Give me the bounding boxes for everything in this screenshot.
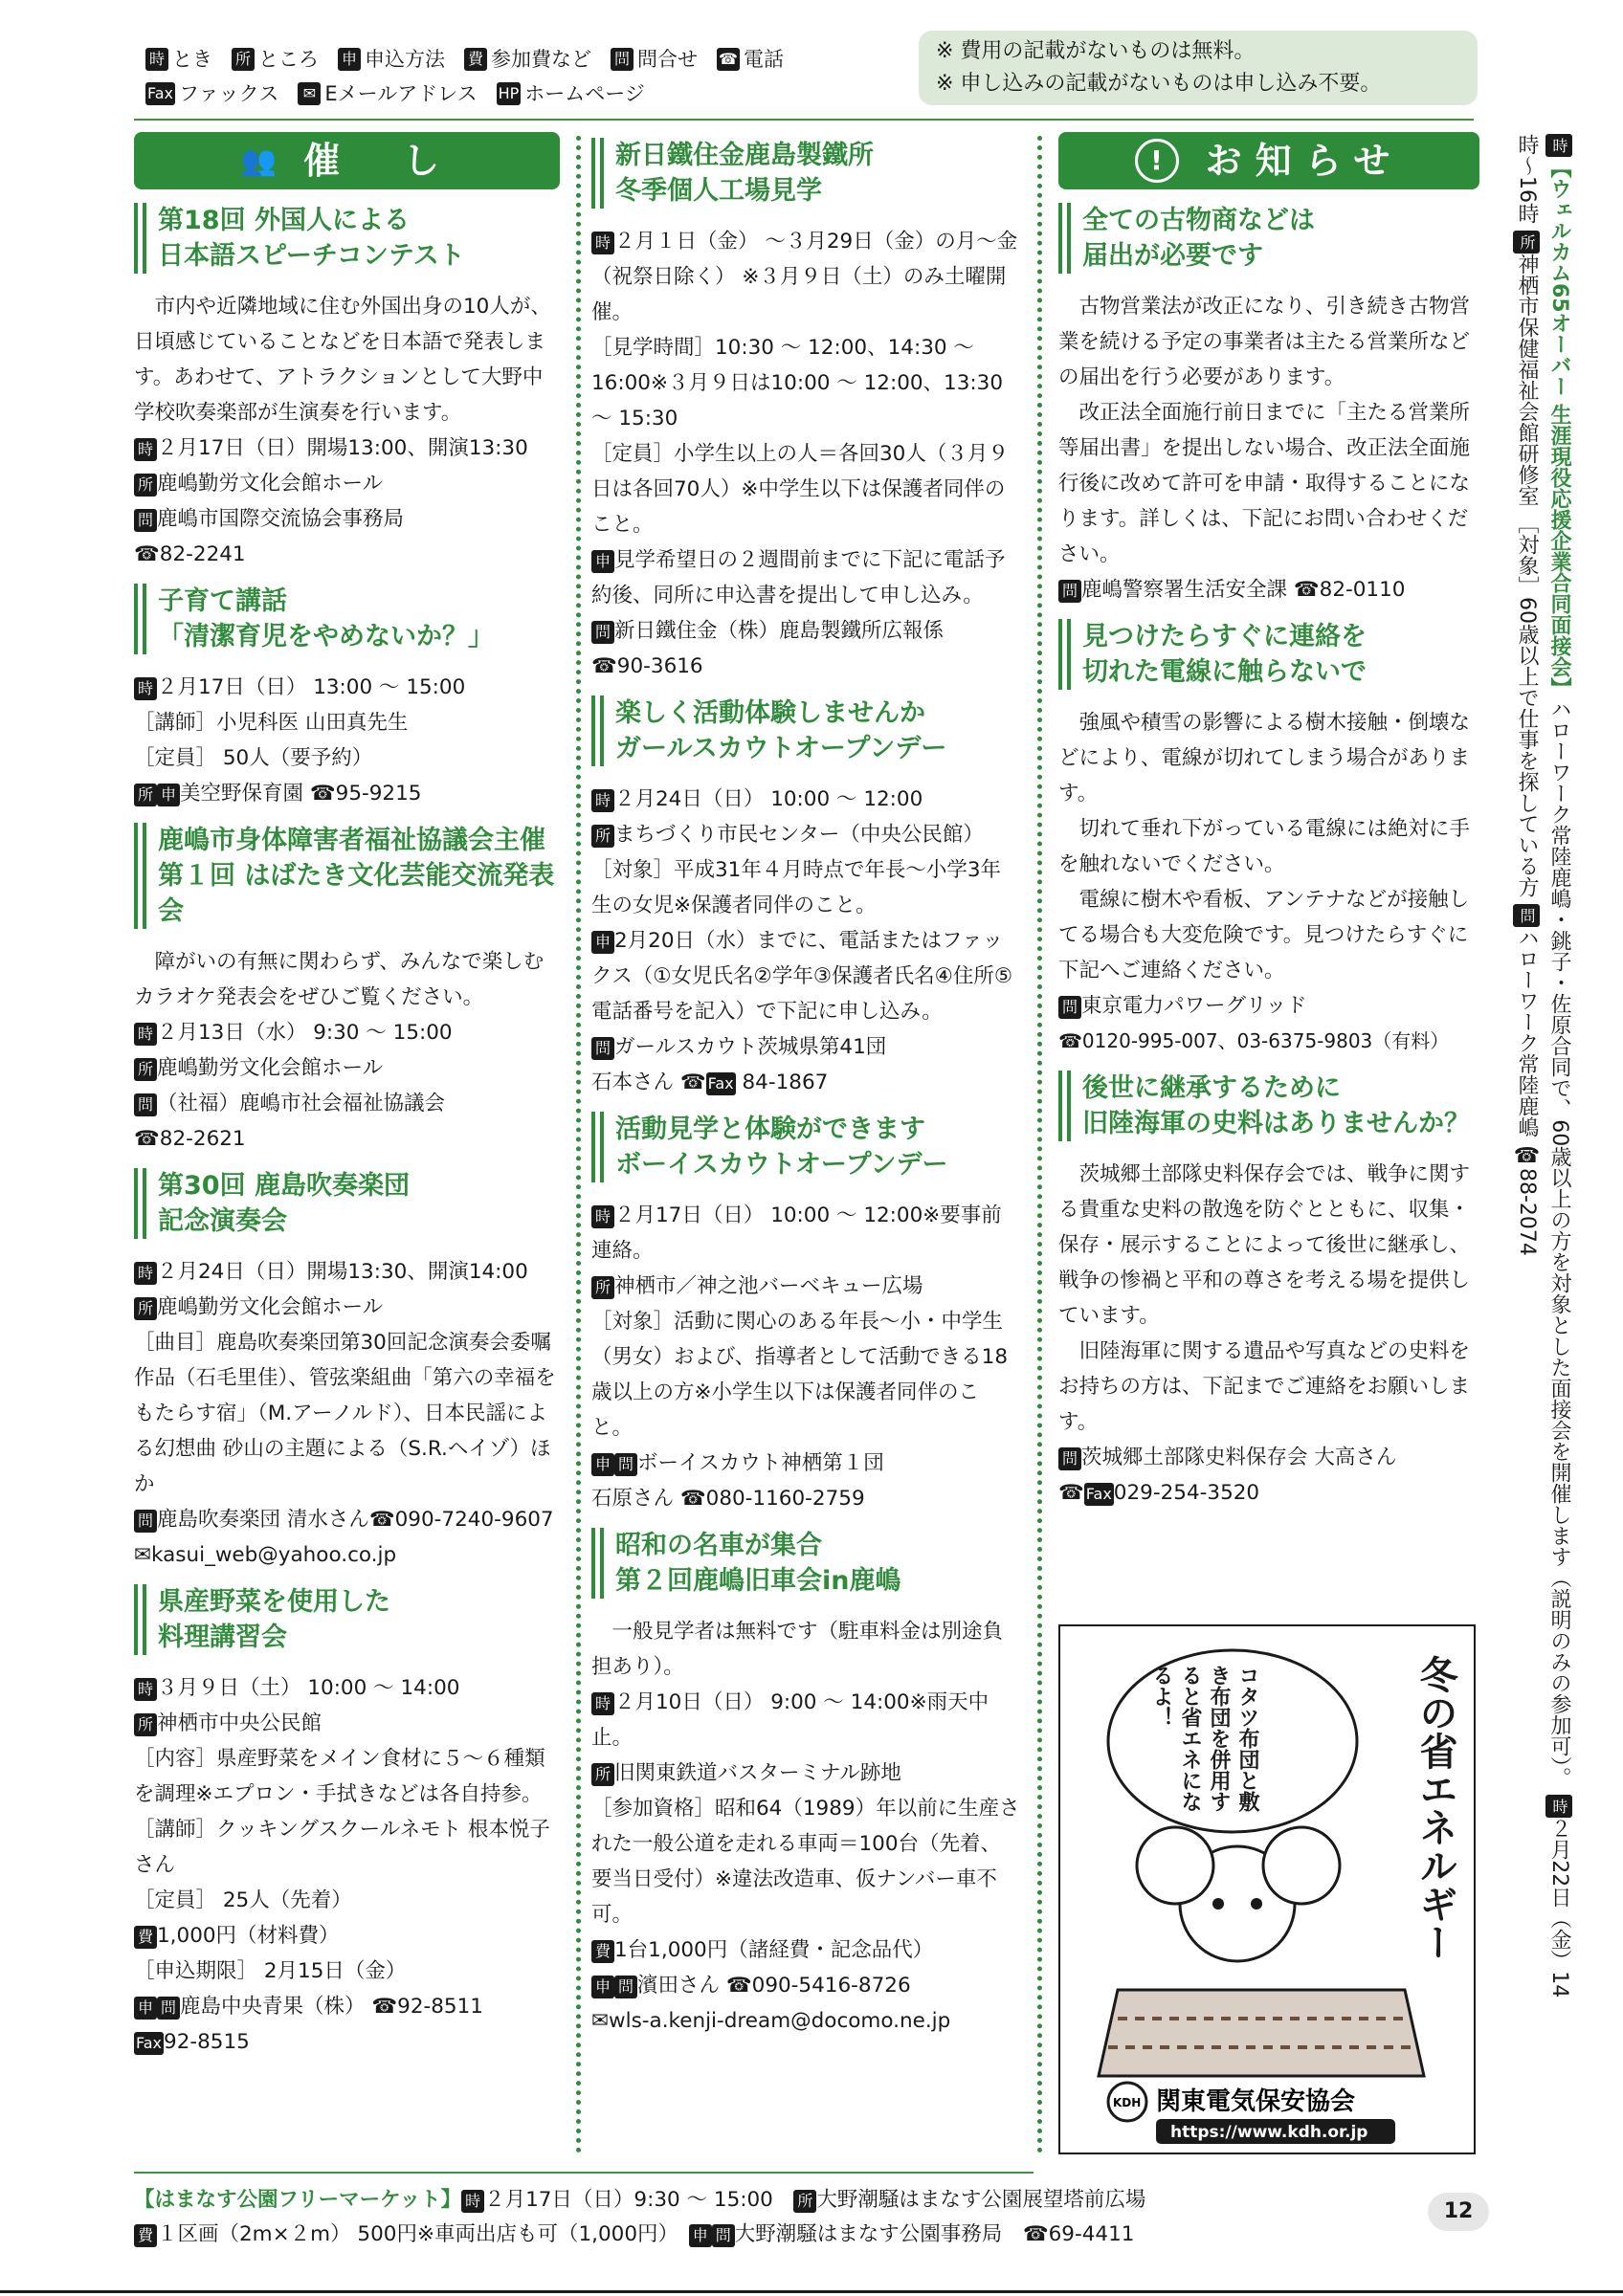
exclamation-icon: !	[1135, 139, 1179, 183]
page-bottom-rule	[0, 2290, 1623, 2293]
flea-market-notice: 【はまなす公園フリーマーケット】 時 ２月17日（日）9:30 ～ 15:00 所 大野潮騒はまなす公園展望塔前広場 費 １区画（2m×２m） 500円※車両出店も可（1,000円） 申 問 大野潮騒はまなす公園事務局 ☎69-4411	[134, 2188, 1146, 2246]
fax-icon: Fax	[145, 82, 175, 105]
section-title: 第18回 外国人による 日本語スピーチコンテスト	[134, 203, 560, 274]
phone-icon: ☎	[134, 542, 160, 566]
section-title: 楽しく活動体験しませんか ガールスカウトオープンデー	[591, 695, 1020, 766]
events-column-2: 新日鐵住金鹿島製鐵所 冬季個人工場見学 時 ２月１日（金） ～３月29日（金）の月～金（祝祭日除く） ※３月９日（土）のみ土曜開催。 ［見学時間］10:30 ～ 12:00、14:30 ～ 16:00※３月９日は10:00 ～ 12:00、13:30 ～ 15:30 ［定員］小学生以上の人＝各回30人（３月９日は各回70人）※中学生以下は保護者同伴のこと。 申 見学希望日の２週間前までに下記に電話予約後、同所に申込書を提出して申し込み。 問 新日鐵住金（株）鹿島製鐵所広報係 ☎90-3616 楽しく活動体験しませんか ガールスカウトオープンデー 時 ２月24日（日） 10:00 ～ 12:00 所 まちづくり市民センター（中央公民館） ［対象］平成31年４月時点で年長～小学3年生の女児※保護者同伴のこと。 申 2月20日（水）までに、電話またはファックス（①女児氏名②学年③保護者氏名④住所⑤電話番号を記入）で下記に申し込み。 問 ガールスカウト茨城県第41団 石本さん ☎ Fax 84-1867 活動見学と体験ができます ボーイスカウトオープンデー 時 ２月17日（日） 10:00 ～ 12:00※要事前連絡。 所 神栖市／神之池バーベキュー広場 ［対象］活動に関心のある年長～小・中学生（男女）および、指導者として活動できる18歳以上の方※小学生以下は保護者同伴のこと。 申 問 ボーイスカウト神栖第１団 石原さん ☎080-1160-2759 昭和の名車が集合 第２回鹿嶋旧車会in鹿嶋 一般見学者は無料です（駐車料金は別途負担あり）。 時 ２月10日（日） 9:00 ～ 14:00※雨天中止。 所 旧関東鉄道バスターミナル跡地 ［参加資格］昭和64（1989）年以前に生産された一般公道を走れる車両＝100台（先着、要当日受付）※違法改造車、仮ナンバー車不可。 費 1台1,000円（諸経費・記念品代） 申 問 濱田さん ☎090-5416-8726 ✉wls-a.kenji-dream@docomo.ne.jp	[591, 132, 1020, 2039]
phone-icon: ☎	[368, 1508, 395, 1532]
phone-icon: ☎	[1022, 2222, 1049, 2246]
fee-icon: 費	[464, 48, 487, 71]
section-title: 活動見学と体験ができます ボーイスカウトオープンデー	[591, 1112, 1020, 1182]
email-icon: ✉	[298, 82, 321, 105]
org-name: 関東電気保安協会	[1156, 2087, 1356, 2116]
column-divider	[1037, 136, 1042, 2154]
phone-icon: ☎	[1515, 1144, 1539, 1168]
top-divider	[134, 119, 1474, 121]
time-icon: 時	[145, 48, 168, 71]
phone-icon: ☎	[309, 782, 336, 806]
phone-icon: ☎	[679, 1071, 706, 1094]
energy-saving-illustration	[1058, 1624, 1476, 2154]
phone-icon: ☎	[717, 48, 740, 71]
section-title: 見つけたらすぐに連絡を 切れた電線に触らないで	[1058, 619, 1479, 690]
section-title: 子育て講話 「清潔育児をやめないか？」	[134, 584, 560, 654]
section-title: 鹿嶋市身体障害者福祉協議会主催 第１回 はばたき文化芸能交流発表会	[134, 823, 560, 929]
email-icon: ✉	[134, 1543, 152, 1567]
homepage-icon: HP	[497, 82, 522, 105]
bottom-divider	[134, 2172, 1034, 2174]
notices-band: ! お知らせ	[1058, 132, 1479, 189]
illustration-title: 冬の省エネルギー	[1413, 1655, 1457, 1961]
side-vertical-notice: 時【ウェルカム65オーバー 生涯現役応援企業合同面接会】ハローワーク常陸鹿嶋・銚子・佐原合同で、60歳以上の方を対象とした面接会を開催します（説明のみの参加可）。 時２月22日（金）14時～16時 所神栖市保健福祉会館研修室 ［対象］60歳以上で仕事を探している方 問ハローワーク常陸鹿嶋 ☎88-2074	[1515, 134, 1571, 1998]
page-number: 12	[1428, 2193, 1489, 2231]
section-title: 後世に継承するために 旧陸海軍の史料はありませんか？	[1058, 1071, 1479, 1141]
speech-bubble: コタツ布団と敷き布団を併用すると省エネになるよ！	[1149, 1665, 1259, 1812]
section-title: 新日鐵住金鹿島製鐵所 冬季個人工場見学	[591, 138, 1020, 209]
phone-icon: ☎	[1058, 1029, 1082, 1052]
phone-icon: ☎	[371, 1995, 398, 2019]
fee-notice-box: ※ 費用の記載がないものは無料。 ※ 申し込みの記載がないものは申し込み不要。	[919, 31, 1478, 105]
phone-icon: ☎	[1058, 1481, 1084, 1505]
section-title: 昭和の名車が集合 第２回鹿嶋旧車会in鹿嶋	[591, 1528, 1020, 1599]
section-title: 全ての古物商などは 届出が必要です	[1058, 203, 1479, 274]
phone-icon: ☎	[725, 1974, 752, 1998]
inquiry-icon: 問	[611, 48, 634, 71]
section-title: 第30回 鹿島吹奏楽団 記念演奏会	[134, 1168, 560, 1239]
org-url: https://www.kdh.or.jp	[1170, 2123, 1368, 2142]
place-icon: 所	[232, 48, 255, 71]
svg-text:KDH: KDH	[1113, 2096, 1142, 2109]
events-column: 👥 催 し 第18回 外国人による 日本語スピーチコンテスト 市内や近隣地域に住む外国出身の10人が、日頃感じていることなどを日本語で発表します。あわせて、アトラクションとして大野中学校吹奏楽部が生演奏を行います。 時 ２月17日（日）開場13:00、開演13:30 所 鹿嶋勤労文化会館ホール 問 鹿嶋市国際交流協会事務局 ☎82-2241 子育て講話 「清潔育児をやめないか？」 時 ２月17日（日） 13:00 ～ 15:00 ［講師］小児科医 山田真先生 ［定員］ 50人（要予約） 所 申 美空野保育園 ☎95-9215 鹿嶋市身体障害者福祉協議会主催 第１回 はばたき文化芸能交流発表会 障がいの有無に関わらず、みんなで楽しむカラオケ発表会をぜひご覧ください。 時 ２月13日（水） 9:30 ～ 15:00 所 鹿嶋勤労文化会館ホール 問 （社福）鹿嶋市社会福祉協議会 ☎82-2621 第30回 鹿島吹奏楽団 記念演奏会 時 ２月24日（日）開場13:30、開演14:00 所 鹿嶋勤労文化会館ホール ［曲目］鹿島吹奏楽団第30回記念演奏会委嘱作品（石毛里佳）、管弦楽組曲「第六の幸福をもたらす宿」（M.アーノルド）、日本民謡による幻想曲 砂山の主題による（S.R.ヘイゾ）ほか 問 鹿島吹奏楽団 清水さん☎090-7240-9607 ✉kasui_web@yahoo.co.jp 県産野菜を使用した 料理講習会 時 ３月９日（土） 10:00 ～ 14:00 所 神栖市中央公民館 ［内容］県産野菜をメイン食材に５～６種類を調理※エプロン・手拭きなどは各自持参。 ［講師］クッキングスクールネモト 根本悦子さん ［定員］ 25人（先着） 費 1,000円（材料費） ［申込期限］ 2月15日（金） 申 問 鹿島中央青果（株） ☎92-8511 Fax92-8515	[134, 132, 560, 2060]
email-icon: ✉	[591, 2009, 610, 2033]
phone-icon: ☎	[1293, 578, 1320, 602]
phone-icon: ☎	[679, 1487, 706, 1511]
phone-icon: ☎	[591, 654, 617, 678]
people-icon: 👥	[240, 144, 278, 178]
events-band: 👥 催 し	[134, 132, 560, 189]
phone-icon: ☎	[134, 1127, 160, 1151]
mascot-illustration	[1060, 1626, 1474, 2152]
notices-column: ! お知らせ 全ての古物商などは 届出が必要です 古物営業法が改正になり、引き続き古物営業を続ける予定の事業者は主たる営業所などの届出を行う必要があります。 改正法全面施行前日までに「主たる営業所等届出書」を提出しない場合、改正法全面施行後に改めて許可を申請・取得することになります。詳しくは、下記にお問い合わせください。 問 鹿嶋警察署生活安全課 ☎82-0110 見つけたらすぐに連絡を 切れた電線に触らないで 強風や積雪の影響による樹木接触・倒壊などにより、電線が切れてしまう場合があります。 切れて垂れ下がっている電線には絶対に手を触れないでください。 電線に樹木や看板、アンテナなどが接触してる場合も大変危険です。見つけたらすぐに下記へご連絡ください。 問 東京電力パワーグリッド ☎0120-995-007、03-6375-9803（有料） 後世に継承するために 旧陸海軍の史料はありませんか？ 茨城郷土部隊史料保存会では、戦争に関する貴重な史料の散逸を防ぐとともに、収集・保存・展示することによって後世に継承し、戦争の惨禍と平和の尊さを考える場を提供しています。 旧陸海軍に関する遺品や写真などの史料をお持ちの方は、下記までご連絡をお願いします。 問 茨城郷土部隊史料保存会 大高さん ☎ Fax029-254-3520	[1058, 132, 1479, 1511]
section-title: 県産野菜を使用した 料理講習会	[134, 1584, 560, 1655]
icon-legend: 時 とき 所 ところ 申 申込方法 費 参加費など 問 問合せ ☎ 電話 Fax ファックス ✉ Eメールアドレス HP ホームページ	[147, 48, 784, 105]
column-divider	[576, 136, 581, 2154]
apply-icon: 申	[338, 48, 361, 71]
